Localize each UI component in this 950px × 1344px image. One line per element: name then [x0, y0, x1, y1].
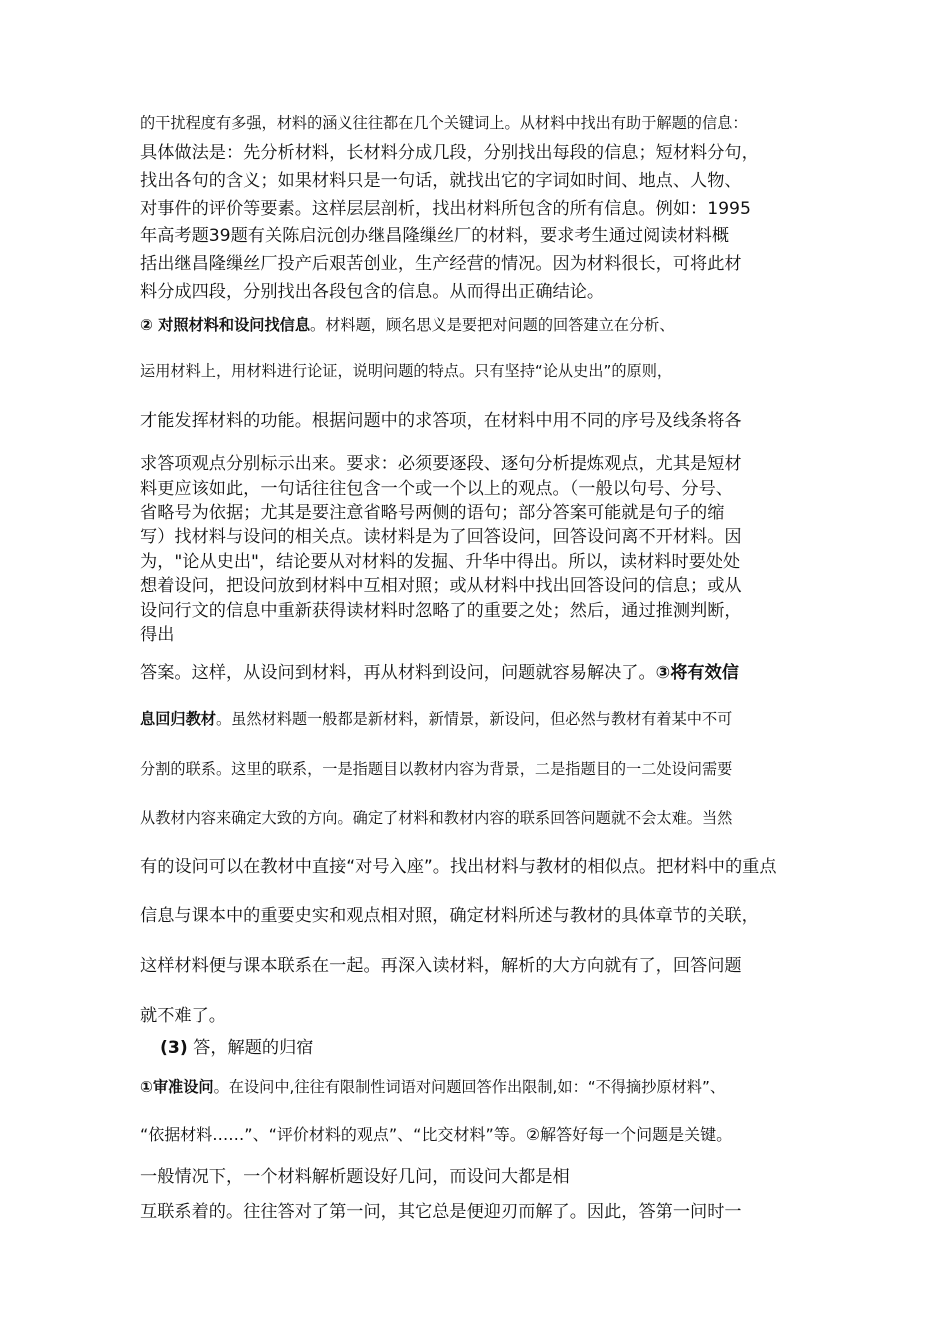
section-heading: ①审准设问 — [140, 1078, 214, 1096]
text-line: 料分成四段，分别找出各段包含的信息。从而得出正确结论。 — [140, 282, 605, 302]
text-line: 写）找材料与设问的相关点。读材料是为了回答设问，回答设问离不开材料。因 — [140, 527, 742, 547]
subsection-heading: (3) 答，解题的归宿 — [160, 1038, 314, 1058]
section-heading: ③将有效信 — [655, 663, 739, 683]
text-line: 信息与课本中的重要史实和观点相对照，确定材料所述与教材的具体章节的关联， — [140, 906, 759, 926]
text-line: 想着设问，把设问放到材料中互相对照；或从材料中找出回答设问的信息；或从 — [140, 576, 742, 596]
text-line: 找出各句的含义；如果材料只是一句话，就找出它的字词如时间、地点、人物、 — [140, 171, 742, 191]
text-line: 具体做法是：先分析材料，长材料分成几段，分别找出每段的信息；短材料分句， — [140, 143, 759, 163]
text-line: 互联系着的。往往答对了第一问，其它总是便迎刃而解了。因此，答第一问时一 — [140, 1202, 742, 1222]
section-heading: 息回归教材 — [140, 710, 216, 728]
text-line: 设问行文的信息中重新获得读材料时忽略了的重要之处；然后，通过推测判断， — [140, 601, 742, 621]
text-line: ② 对照材料和设问找信息。材料题，顾名思义是要把对问题的回答建立在分析、 — [140, 316, 675, 334]
text-line: 分割的联系。这里的联系，一是指题目以教材内容为背景，二是指题目的一二处设问需要 — [140, 760, 733, 778]
text-line: 才能发挥材料的功能。根据问题中的求答项，在材料中用不同的序号及线条将各 — [140, 411, 742, 431]
text-line: 就不难了。 — [140, 1006, 226, 1026]
text-line: 省略号为依据；尤其是要注意省略号两侧的语句；部分答案可能就是句子的缩 — [140, 503, 725, 523]
text-line: 料更应该如此，一句话往往包含一个或一个以上的观点。（一般以句号、分号、 — [140, 479, 733, 499]
text-line: 对事件的评价等要素。这样层层剖析，找出材料所包含的所有信息。例如：1995 — [140, 199, 751, 219]
text-line: 求答项观点分别标示出来。要求：必须要逐段、逐句分析提炼观点，尤其是短材 — [140, 454, 742, 474]
text-line: 一般情况下，一个材料解析题设好几问，而设问大都是相 — [140, 1167, 570, 1187]
text-line: 运用材料上，用材料进行论证，说明问题的特点。只有坚持“论从史出”的原则， — [140, 362, 673, 380]
section-heading: ② 对照材料和设问找信息 — [140, 316, 311, 334]
text-line: 为，"论从史出"，结论要从对材料的发掘、升华中得出。所以，读材料时要处处 — [140, 552, 741, 572]
text-line: 从教材内容来确定大致的方向。确定了材料和教材内容的联系回答问题就不会太难。当然 — [140, 809, 733, 827]
text-line: “依据材料……”、“评价材料的观点”、“比交材料”等。②解答好每一个问题是关键。 — [140, 1125, 733, 1144]
text-line: 有的设问可以在教材中直接“对号入座”。找出材料与教材的相似点。把材料中的重点 — [140, 857, 777, 877]
text-line: 这样材料便与课本联系在一起。再深入读材料，解析的大方向就有了，回答问题 — [140, 956, 742, 976]
text-line: ①审准设问。在设问中,往往有限制性词语对问题回答作出限制,如：“不得摘抄原材料”、 — [140, 1078, 726, 1096]
text-line: 息回归教材。虽然材料题一般都是新材料，新情景，新设问，但必然与教材有着某中不可 — [140, 710, 733, 728]
text-line: 的干扰程度有多强，材料的涵义往往都在几个关键词上。从材料中找出有助于解题的信息： — [140, 114, 748, 132]
text-line: 年高考题39题有关陈启沅创办继昌隆缫丝厂的材料，要求考生通过阅读材料概 — [140, 226, 730, 246]
text-line: 括出继昌隆缫丝厂投产后艰苦创业，生产经营的情况。因为材料很长，可将此材 — [140, 254, 742, 274]
text-line: 得出 — [140, 625, 175, 645]
text-line: 答案。这样，从设问到材料，再从材料到设问，问题就容易解决了。③将有效信 — [140, 663, 739, 683]
